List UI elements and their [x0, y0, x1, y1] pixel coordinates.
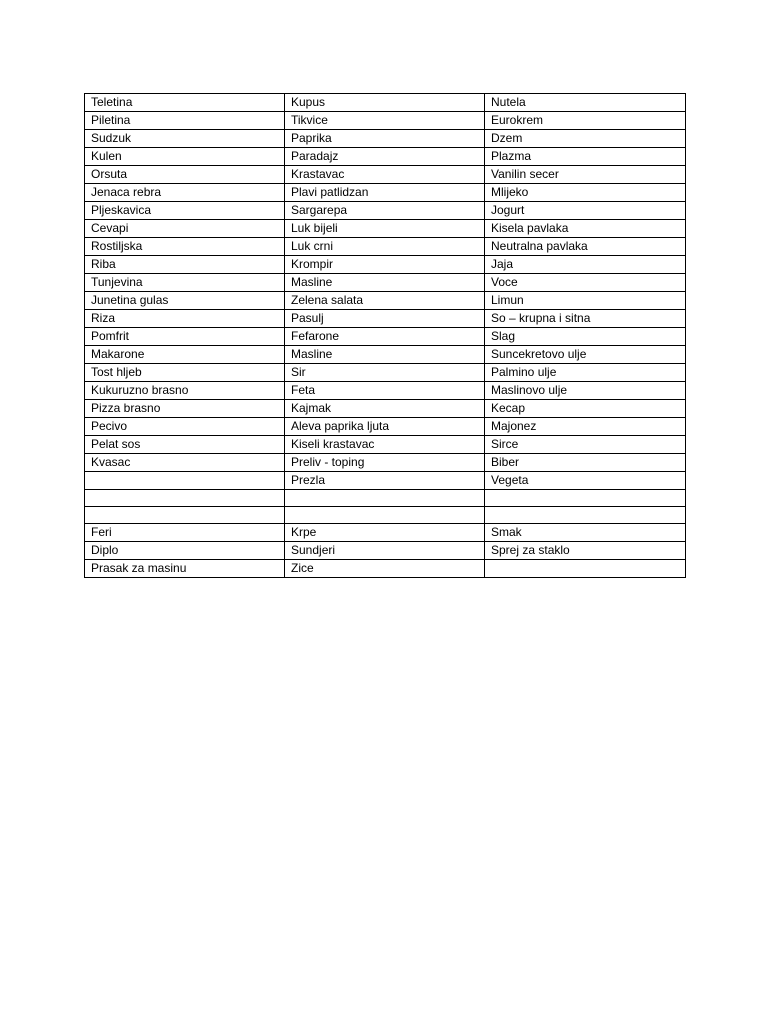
table-cell: Krastavac [285, 166, 485, 184]
table-cell: Maslinovo ulje [485, 382, 686, 400]
table-cell: Vegeta [485, 472, 686, 490]
table-row [85, 454, 686, 472]
table-cell: Eurokrem [485, 112, 686, 130]
shopping-list-table [84, 93, 686, 578]
table-cell: Kajmak [285, 400, 485, 418]
table-cell: Pasulj [285, 310, 485, 328]
table-cell: Luk crni [285, 238, 485, 256]
table-row [85, 130, 686, 148]
table-cell: Limun [485, 292, 686, 310]
table-cell: Kiseli krastavac [285, 436, 485, 454]
table-cell: Prasak za masinu [85, 560, 285, 578]
table-row [85, 490, 686, 507]
table-cell: Paradajz [285, 148, 485, 166]
table-cell: Krpe [285, 524, 485, 542]
table-cell: Luk bijeli [285, 220, 485, 238]
table-cell: Sir [285, 364, 485, 382]
table-cell: Pizza brasno [85, 400, 285, 418]
table-cell: Makarone [85, 346, 285, 364]
table-cell: Tikvice [285, 112, 485, 130]
table-row [85, 400, 686, 418]
table-cell: Kecap [485, 400, 686, 418]
table-row [85, 292, 686, 310]
table-cell: Palmino ulje [485, 364, 686, 382]
table-cell: Mlijeko [485, 184, 686, 202]
table-cell: Jenaca rebra [85, 184, 285, 202]
table-cell: Pelat sos [85, 436, 285, 454]
table-cell [485, 560, 686, 578]
table-cell: Junetina gulas [85, 292, 285, 310]
table-cell: Aleva paprika ljuta [285, 418, 485, 436]
table-cell: Diplo [85, 542, 285, 560]
table-cell: Kulen [85, 148, 285, 166]
table-cell: Pljeskavica [85, 202, 285, 220]
table-cell: Tunjevina [85, 274, 285, 292]
table-row [85, 148, 686, 166]
table-row [85, 472, 686, 490]
table-cell: Orsuta [85, 166, 285, 184]
table-row [85, 524, 686, 542]
table-row [85, 274, 686, 292]
table-row [85, 184, 686, 202]
table-row [85, 328, 686, 346]
table-cell: Plazma [485, 148, 686, 166]
table-cell [285, 490, 485, 507]
table-cell: Riba [85, 256, 285, 274]
table-cell: Fefarone [285, 328, 485, 346]
table-row [85, 346, 686, 364]
table-row [85, 382, 686, 400]
table-cell: Cevapi [85, 220, 285, 238]
table-cell: Zelena salata [285, 292, 485, 310]
table-cell [85, 472, 285, 490]
table-cell: Sargarepa [285, 202, 485, 220]
table-row [85, 94, 686, 112]
table-cell: So – krupna i sitna [485, 310, 686, 328]
table-cell [85, 507, 285, 524]
table-cell: Plavi patlidzan [285, 184, 485, 202]
table-row [85, 418, 686, 436]
table-row [85, 364, 686, 382]
table-cell [485, 490, 686, 507]
table-cell: Kisela pavlaka [485, 220, 686, 238]
table-cell: Feri [85, 524, 285, 542]
table-cell: Kupus [285, 94, 485, 112]
table-row [85, 166, 686, 184]
table-row [85, 256, 686, 274]
table-cell: Preliv - toping [285, 454, 485, 472]
shopping-list-body [85, 94, 686, 578]
table-cell [285, 507, 485, 524]
table-cell: Majonez [485, 418, 686, 436]
table-cell: Riza [85, 310, 285, 328]
table-cell: Teletina [85, 94, 285, 112]
table-cell: Zice [285, 560, 485, 578]
table-cell [485, 507, 686, 524]
table-cell: Pecivo [85, 418, 285, 436]
table-cell: Vanilin secer [485, 166, 686, 184]
table-row [85, 507, 686, 524]
table-cell: Sprej za staklo [485, 542, 686, 560]
table-row [85, 436, 686, 454]
table-cell: Sudzuk [85, 130, 285, 148]
table-cell: Biber [485, 454, 686, 472]
table-row [85, 542, 686, 560]
table-cell: Piletina [85, 112, 285, 130]
table-row [85, 220, 686, 238]
table-row [85, 112, 686, 130]
table-cell: Dzem [485, 130, 686, 148]
table-cell: Sundjeri [285, 542, 485, 560]
table-cell: Krompir [285, 256, 485, 274]
table-cell: Smak [485, 524, 686, 542]
table-cell: Prezla [285, 472, 485, 490]
table-cell: Slag [485, 328, 686, 346]
table-cell: Feta [285, 382, 485, 400]
table-cell: Kukuruzno brasno [85, 382, 285, 400]
table-cell: Nutela [485, 94, 686, 112]
table-cell: Voce [485, 274, 686, 292]
table-cell: Masline [285, 346, 485, 364]
table-cell: Sirce [485, 436, 686, 454]
table-row [85, 238, 686, 256]
table-cell: Paprika [285, 130, 485, 148]
table-cell: Jaja [485, 256, 686, 274]
table-row [85, 560, 686, 578]
table-cell [85, 490, 285, 507]
table-row [85, 202, 686, 220]
table-cell: Rostiljska [85, 238, 285, 256]
table-cell: Kvasac [85, 454, 285, 472]
table-cell: Masline [285, 274, 485, 292]
table-row [85, 310, 686, 328]
table-cell: Pomfrit [85, 328, 285, 346]
table-cell: Neutralna pavlaka [485, 238, 686, 256]
table-cell: Jogurt [485, 202, 686, 220]
table-cell: Suncekretovo ulje [485, 346, 686, 364]
table-cell: Tost hljeb [85, 364, 285, 382]
